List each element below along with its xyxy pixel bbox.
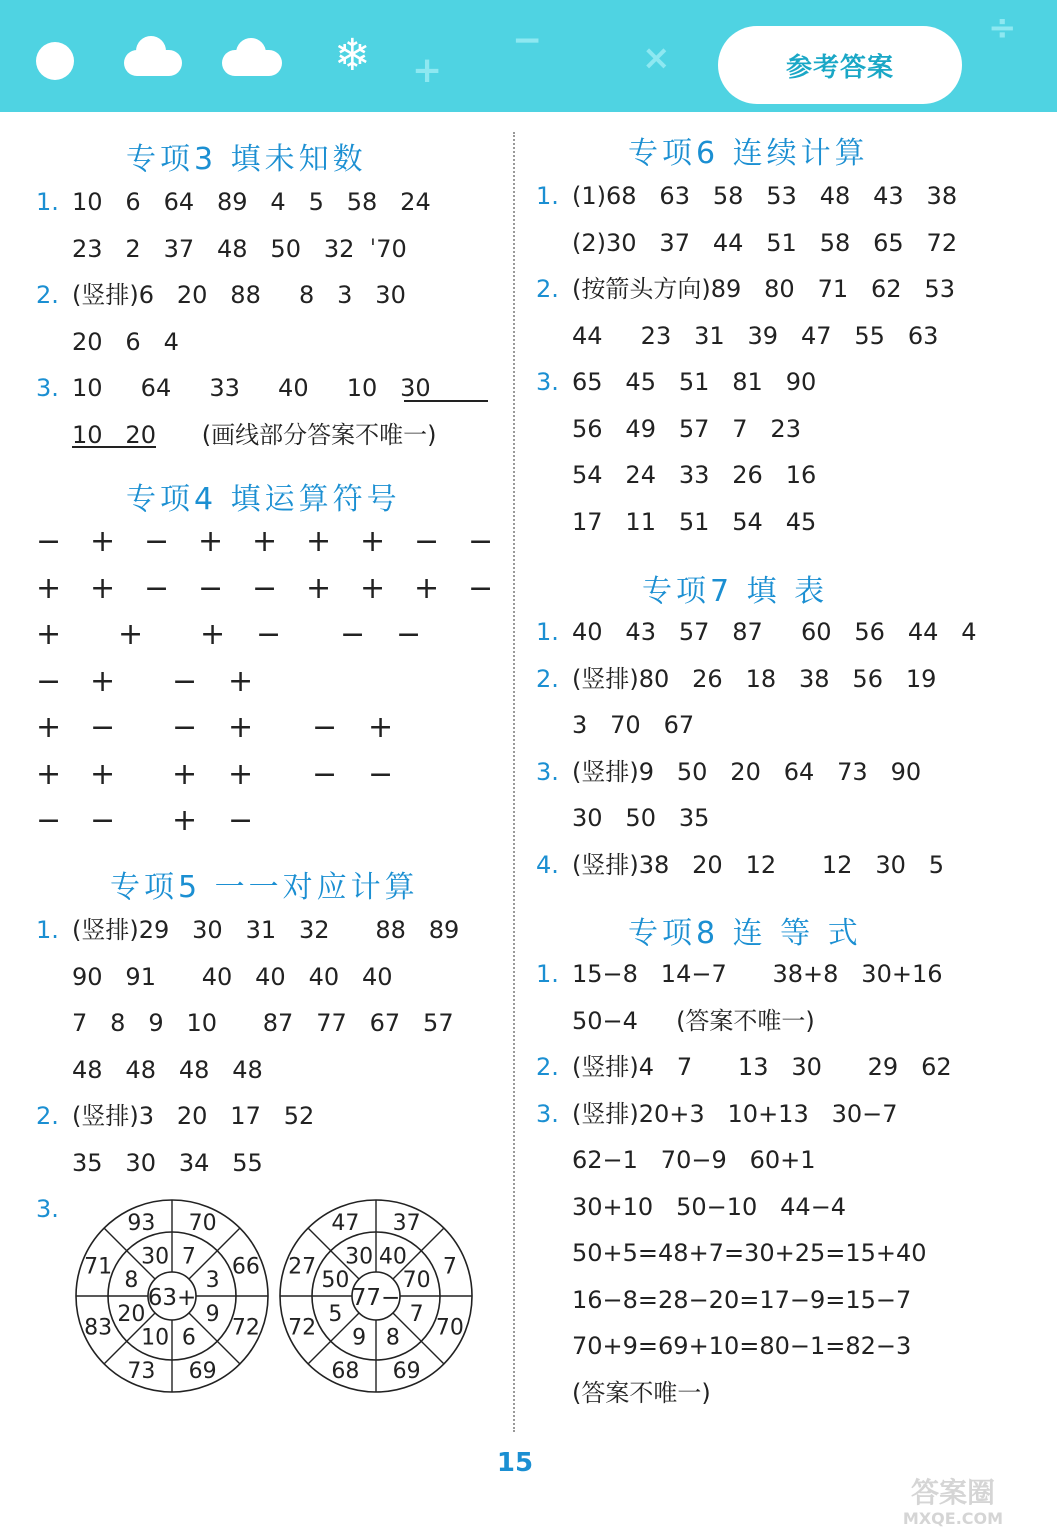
snowflake-icon: ❄ <box>334 30 371 81</box>
page-number: 15 <box>496 1448 534 1478</box>
answer-row: 15−8 14−7 38+8 30+16 <box>572 960 943 988</box>
operator-symbol: + <box>252 524 278 559</box>
wheel-outer-value: 69 <box>188 1358 217 1384</box>
question-number: 2. <box>36 1102 59 1130</box>
operator-symbol: − <box>172 710 198 745</box>
wheel-outer-value: 83 <box>84 1315 113 1341</box>
operator-symbol: − <box>198 570 224 606</box>
question-number: 2. <box>36 281 59 309</box>
wheel-outer-value: 7 <box>442 1254 457 1280</box>
question-number: 3. <box>536 1099 559 1128</box>
question-number: 1. <box>536 960 559 988</box>
question-number: 3. <box>36 374 59 402</box>
answer-row: 30+10 50−10 44−4 <box>572 1192 847 1221</box>
operator-symbol: + <box>36 617 62 652</box>
operator-symbol: + <box>172 756 198 792</box>
operator-symbol: + <box>198 524 224 559</box>
operator-symbol: + <box>228 663 254 699</box>
underline-answer-2 <box>72 446 156 448</box>
answer-row: 20 6 4 <box>72 327 179 356</box>
operator-symbol: + <box>368 710 394 745</box>
operator-symbol: + <box>90 524 116 559</box>
operator-symbol: + <box>90 663 116 699</box>
question-number: 4. <box>536 850 559 879</box>
wheel-inner-value: 40 <box>378 1244 407 1270</box>
answer-row: 30 50 35 <box>572 804 710 832</box>
operator-symbol: + <box>172 803 198 838</box>
answer-row: 50+5=48+7=30+25=15+40 <box>572 1239 927 1267</box>
sun-icon <box>36 42 74 80</box>
answer-row: 35 30 34 55 <box>72 1148 263 1177</box>
answer-row: (竖排)4 7 13 30 29 62 <box>572 1053 952 1081</box>
operator-symbol: − <box>36 803 62 838</box>
operator-symbol: + <box>228 710 254 745</box>
answer-row: 48 48 48 48 <box>72 1055 263 1084</box>
wheel-center: 63+ <box>147 1285 197 1311</box>
wheel-outer-value: 70 <box>188 1211 217 1237</box>
operator-symbol: − <box>90 803 116 838</box>
wheel-outer-value: 72 <box>231 1315 260 1341</box>
section-title-7: 专项7 填 表 <box>642 574 829 609</box>
operator-symbol: − <box>312 710 338 745</box>
answer-row: 16−8=28−20=17−9=15−7 <box>572 1285 912 1314</box>
operator-symbol: − <box>144 570 170 606</box>
wheel-outer-value: 72 <box>288 1315 317 1341</box>
answer-row: 54 24 33 26 16 <box>572 461 817 489</box>
answer-row: (竖排)6 20 88 8 3 30 <box>72 281 406 309</box>
wheel-inner-value: 30 <box>345 1244 374 1270</box>
underline-answer-1 <box>404 400 488 402</box>
answer-key-badge: 参考答案 <box>718 26 962 104</box>
wheel-outer-value: 69 <box>392 1358 421 1384</box>
wheel-inner-value: 70 <box>402 1268 431 1294</box>
operator-symbol: + <box>414 570 440 606</box>
wheel-diagram-2 <box>276 1196 476 1396</box>
answer-row: 10 20 (画线部分答案不唯一) <box>72 420 437 449</box>
question-number: 3. <box>536 368 559 396</box>
question-number: 3. <box>36 1195 59 1223</box>
operator-symbol: − <box>172 663 198 699</box>
wheel-inner-value: 9 <box>352 1325 367 1351</box>
svg-text:MXQE.COM: MXQE.COM <box>902 1509 1004 1528</box>
answer-row: 56 49 57 7 23 <box>572 414 801 443</box>
wheel-inner-value: 6 <box>181 1325 196 1351</box>
header-banner <box>0 0 1057 112</box>
operator-symbol: + <box>36 570 62 606</box>
svg-text:答案圈: 答案圈 <box>910 1476 996 1509</box>
operator-symbol: + <box>36 710 62 745</box>
wheel-inner-value: 8 <box>124 1268 139 1294</box>
question-number: 1. <box>536 182 559 210</box>
operator-symbol: + <box>360 524 386 559</box>
wheel-inner-value: 5 <box>328 1301 343 1327</box>
times-sign-icon: × <box>642 38 671 78</box>
question-number: 2. <box>536 664 559 693</box>
operator-symbol: + <box>36 756 62 792</box>
wheel-outer-value: 68 <box>331 1358 360 1384</box>
operator-symbol: − <box>90 710 116 745</box>
question-number: 1. <box>36 188 59 216</box>
wheel-outer-value: 93 <box>127 1211 156 1237</box>
question-number: 1. <box>536 618 559 646</box>
operator-symbol: − <box>368 756 394 792</box>
question-number: 3. <box>536 757 559 786</box>
answer-row: (竖排)20+3 10+13 30−7 <box>572 1099 898 1128</box>
operator-symbol: + <box>228 756 254 792</box>
wheel-inner-value: 7 <box>409 1301 424 1327</box>
answer-row: 3 70 67 <box>572 711 695 739</box>
wheel-outer-value: 47 <box>331 1211 360 1237</box>
operator-symbol: − <box>340 617 366 652</box>
operator-symbol: − <box>468 524 494 559</box>
answer-row: 10 6 64 89 4 5 58 24 <box>72 188 431 216</box>
answer-row: 40 43 57 87 60 56 44 4 <box>572 618 977 646</box>
divide-sign-icon: ÷ <box>988 8 1017 48</box>
wheel-outer-value: 73 <box>127 1358 156 1384</box>
section-title-6: 专项6 连续计算 <box>628 136 869 171</box>
answer-row: 65 45 51 81 90 <box>572 368 817 396</box>
operator-symbol: − <box>36 663 62 699</box>
answer-row: (竖排)29 30 31 32 88 89 <box>72 916 460 944</box>
wheel-inner-value: 50 <box>321 1268 350 1294</box>
column-divider <box>513 132 515 1432</box>
wheel-inner-value: 30 <box>141 1244 170 1270</box>
answer-row: 23 2 37 48 50 32 ˈ70 <box>72 234 407 263</box>
answer-row: (答案不唯一) <box>572 1378 711 1407</box>
operator-symbol: − <box>256 617 282 652</box>
section-title-8: 专项8 连 等 式 <box>628 916 862 951</box>
operator-symbol: + <box>306 570 332 606</box>
operator-symbol: + <box>90 570 116 606</box>
answer-row: (2)30 37 44 51 58 65 72 <box>572 228 958 257</box>
wheel-outer-value: 70 <box>435 1315 464 1341</box>
operator-symbol: − <box>36 524 62 559</box>
operator-symbol: − <box>414 524 440 559</box>
operator-symbol: − <box>312 756 338 792</box>
answer-row: (竖排)38 20 12 12 30 5 <box>572 850 945 879</box>
answer-row: 62−1 70−9 60+1 <box>572 1146 816 1174</box>
operator-symbol: − <box>468 570 494 606</box>
answer-row: 50−4 (答案不唯一) <box>572 1006 815 1035</box>
operator-symbol: + <box>360 570 386 606</box>
answer-row: 44 23 31 39 47 55 63 <box>572 321 939 350</box>
answer-row: 90 91 40 40 40 40 <box>72 962 393 991</box>
question-number: 2. <box>536 1053 559 1081</box>
operator-symbol: − <box>144 524 170 559</box>
section-title-5: 专项5 一一对应计算 <box>110 870 419 905</box>
wheel-inner-value: 3 <box>205 1268 220 1294</box>
operator-symbol: − <box>228 803 254 838</box>
operator-symbol: + <box>200 617 226 652</box>
question-number: 1. <box>36 916 59 944</box>
operator-symbol: + <box>118 617 144 652</box>
answer-row: (竖排)3 20 17 52 <box>72 1102 315 1130</box>
wheel-center: 77− <box>351 1285 401 1311</box>
answer-row: 10 64 33 40 10 30 <box>72 374 431 402</box>
minus-sign-icon: − <box>512 20 543 61</box>
answer-row: 7 8 9 10 87 77 67 57 <box>72 1009 454 1037</box>
answer-row: 70+9=69+10=80−1=82−3 <box>572 1332 912 1360</box>
plus-sign-icon: + <box>412 50 443 91</box>
answer-row: (竖排)9 50 20 64 73 90 <box>572 757 922 786</box>
wheel-inner-value: 9 <box>205 1301 220 1327</box>
operator-symbol: − <box>396 617 422 652</box>
section-title-4: 专项4 填运算符号 <box>126 482 401 517</box>
wheel-inner-value: 8 <box>385 1325 400 1351</box>
answer-row: (按箭头方向)89 80 71 62 53 <box>572 275 955 303</box>
wheel-inner-value: 20 <box>117 1301 146 1327</box>
wheel-diagram-1 <box>72 1196 272 1396</box>
wheel-inner-value: 10 <box>141 1325 170 1351</box>
answer-row: 17 11 51 54 45 <box>572 507 817 536</box>
watermark-logo <box>858 1470 1048 1530</box>
question-number: 2. <box>536 275 559 303</box>
section-title-3: 专项3 填未知数 <box>126 142 367 177</box>
operator-symbol: + <box>90 756 116 792</box>
wheel-outer-value: 66 <box>231 1254 260 1280</box>
answer-row: (竖排)80 26 18 38 56 19 <box>572 664 937 693</box>
wheel-inner-value: 7 <box>181 1244 196 1270</box>
operator-symbol: + <box>306 524 332 559</box>
wheel-outer-value: 27 <box>288 1254 317 1280</box>
wheel-outer-value: 71 <box>84 1254 113 1280</box>
answer-row: (1)68 63 58 53 48 43 38 <box>572 182 958 210</box>
wheel-outer-value: 37 <box>392 1211 421 1237</box>
operator-symbol: − <box>252 570 278 606</box>
